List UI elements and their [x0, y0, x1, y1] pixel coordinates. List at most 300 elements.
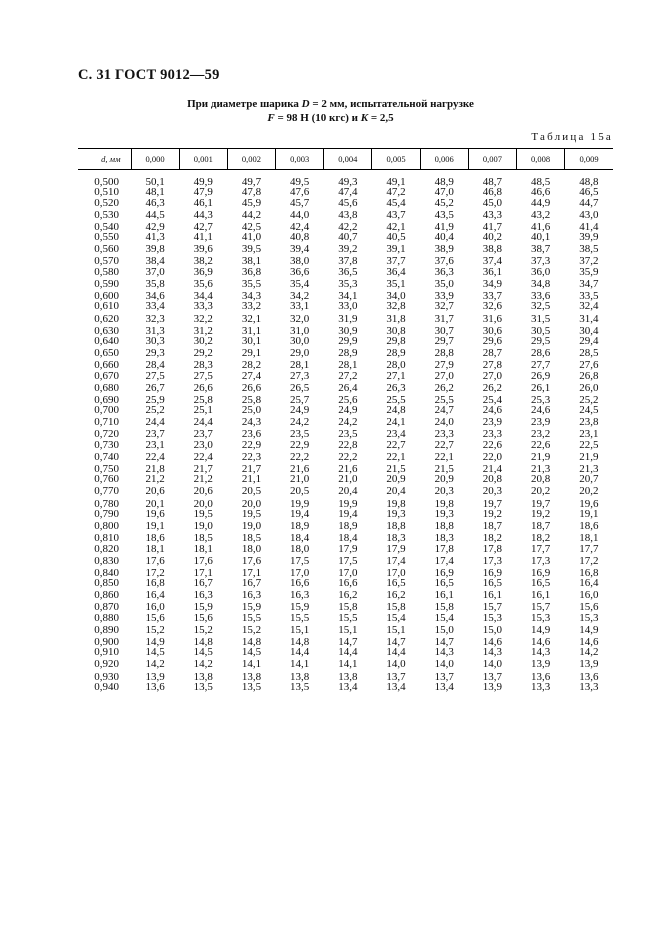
hardness-cell: 22,9 — [290, 438, 310, 451]
table-label: Таблица 15а — [531, 131, 613, 143]
hardness-cell: 26,6 — [193, 381, 213, 394]
hardness-cell: 20,2 — [579, 485, 599, 498]
diameter-cell: 0,610 — [94, 300, 119, 313]
hardness-cell: 26,9 — [530, 369, 551, 382]
hardness-cell: 25,4 — [482, 393, 503, 406]
hardness-cell: 20,9 — [386, 473, 406, 486]
hardness-cell: 19,1 — [145, 520, 165, 533]
hardness-cell: 31,2 — [193, 324, 213, 337]
hardness-cell: 17,8 — [434, 542, 454, 555]
hardness-cell: 13,9 — [145, 670, 165, 683]
hardness-cell: 28,2 — [241, 359, 262, 372]
hardness-cell: 40,2 — [482, 231, 503, 244]
hardness-cell: 16,3 — [193, 589, 213, 602]
hardness-cell: 13,4 — [338, 680, 358, 693]
hardness-cell: 42,4 — [290, 220, 310, 233]
hardness-cell: 14,5 — [241, 646, 262, 659]
hardness-cell: 17,7 — [530, 542, 551, 555]
subtitle-variable: F — [267, 112, 275, 124]
hardness-cell: 15,3 — [530, 611, 551, 624]
table-row — [78, 450, 613, 464]
hardness-cell: 22,7 — [434, 438, 454, 451]
hardness-cell: 20,8 — [482, 473, 503, 486]
hardness-cell: 20,0 — [193, 497, 213, 510]
hardness-cell: 15,8 — [434, 601, 454, 614]
hardness-cell: 27,5 — [193, 369, 213, 382]
diameter-cell: 0,670 — [94, 369, 119, 382]
hardness-cell: 41,6 — [530, 220, 551, 233]
hardness-cell: 14,9 — [530, 623, 551, 636]
hardness-cell: 14,9 — [145, 636, 165, 649]
hardness-cell: 33,6 — [530, 290, 551, 303]
hardness-cell: 26,7 — [145, 381, 165, 394]
diameter-cell: 0,860 — [94, 589, 119, 602]
hardness-cell: 17,5 — [290, 554, 310, 567]
hardness-cell: 30,6 — [482, 324, 503, 337]
diameter-cell: 0,560 — [94, 243, 119, 256]
hardness-cell: 35,9 — [579, 265, 599, 278]
hardness-cell: 29,8 — [386, 334, 406, 347]
hardness-cell: 16,6 — [290, 577, 310, 590]
hardness-cell: 16,8 — [579, 566, 599, 579]
hardness-cell: 45,7 — [290, 196, 310, 209]
hardness-cell: 14,1 — [290, 658, 310, 671]
hardness-cell: 37,8 — [338, 255, 358, 268]
hardness-cell: 34,4 — [193, 290, 213, 303]
hardness-cell: 30,8 — [386, 324, 406, 337]
diameter-cell: 0,570 — [94, 255, 119, 268]
table-row — [78, 312, 613, 326]
hardness-cell: 31,3 — [145, 324, 165, 337]
column-header: 0,004 — [324, 149, 372, 170]
hardness-cell: 16,1 — [434, 589, 454, 602]
hardness-cell: 16,5 — [530, 577, 551, 590]
diameter-cell: 0,850 — [94, 577, 119, 590]
column-header: 0,001 — [179, 149, 227, 170]
hardness-cell: 22,1 — [386, 450, 406, 463]
hardness-cell: 39,9 — [579, 231, 599, 244]
hardness-cell: 32,7 — [434, 300, 454, 313]
hardness-cell: 43,2 — [530, 208, 551, 221]
hardness-cell: 32,2 — [193, 312, 213, 325]
hardness-cell: 19,3 — [434, 507, 454, 520]
hardness-cell: 15,7 — [530, 601, 551, 614]
hardness-cell: 38,8 — [482, 243, 503, 256]
hardness-cell: 13,7 — [386, 670, 406, 683]
hardness-cell: 29,7 — [434, 334, 454, 347]
hardness-cell: 38,5 — [579, 243, 599, 256]
hardness-cell: 34,9 — [482, 277, 503, 290]
hardness-cell: 39,5 — [241, 243, 262, 256]
hardness-cell: 21,7 — [241, 463, 262, 476]
hardness-cell: 41,3 — [145, 231, 165, 244]
diameter-cell: 0,770 — [94, 485, 119, 498]
hardness-cell: 21,2 — [193, 473, 213, 486]
hardness-cell: 33,1 — [290, 300, 310, 313]
hardness-cell: 13,3 — [579, 680, 599, 693]
diameter-cell: 0,840 — [94, 566, 119, 579]
hardness-cell: 30,1 — [241, 334, 262, 347]
hardness-cell: 36,3 — [434, 265, 454, 278]
hardness-cell: 28,9 — [386, 347, 406, 360]
hardness-cell: 13,5 — [241, 680, 262, 693]
hardness-cell: 16,5 — [482, 577, 503, 590]
hardness-cell: 41,7 — [482, 220, 503, 233]
hardness-cell: 26,0 — [579, 381, 599, 394]
hardness-cell: 37,2 — [579, 255, 599, 268]
hardness-cell: 28,3 — [193, 359, 213, 372]
hardness-cell: 27,4 — [241, 369, 262, 382]
hardness-cell: 32,3 — [145, 312, 165, 325]
hardness-cell: 20,8 — [530, 473, 551, 486]
hardness-cell: 34,2 — [290, 290, 310, 303]
subtitle-line-1 — [0, 97, 661, 111]
hardness-cell: 36,6 — [290, 265, 310, 278]
hardness-cell: 35,8 — [145, 277, 165, 290]
hardness-cell: 27,8 — [482, 359, 503, 372]
table-body — [78, 170, 613, 693]
hardness-cell: 29,6 — [482, 334, 503, 347]
hardness-cell: 13,9 — [579, 658, 599, 671]
hardness-cell: 20,5 — [290, 485, 310, 498]
hardness-cell: 14,7 — [434, 636, 454, 649]
hardness-cell: 21,3 — [579, 463, 599, 476]
column-header: 0,005 — [372, 149, 420, 170]
hardness-cell: 14,4 — [290, 646, 310, 659]
diameter-cell: 0,590 — [94, 277, 119, 290]
table-row — [78, 474, 613, 484]
hardness-cell: 21,0 — [338, 473, 358, 486]
hardness-cell: 50,1 — [145, 176, 165, 188]
table-row — [78, 519, 613, 533]
hardness-cell: 25,8 — [193, 393, 213, 406]
hardness-cell: 23,1 — [145, 438, 165, 451]
hardness-cell: 20,0 — [241, 497, 262, 510]
hardness-cell: 26,4 — [338, 381, 358, 394]
hardness-cell: 19,0 — [193, 520, 213, 533]
hardness-cell: 26,2 — [482, 381, 503, 394]
hardness-cell: 27,0 — [482, 369, 503, 382]
hardness-cell: 24,2 — [338, 416, 358, 429]
diameter-cell: 0,700 — [94, 404, 119, 417]
diameter-cell: 0,880 — [94, 611, 119, 624]
hardness-cell: 32,0 — [290, 312, 310, 325]
hardness-cell: 17,1 — [241, 566, 262, 579]
hardness-cell: 44,9 — [530, 196, 551, 209]
subtitle-variable: D — [301, 98, 310, 110]
table-row — [78, 588, 613, 602]
hardness-cell: 33,7 — [482, 290, 503, 303]
diameter-cell: 0,720 — [94, 428, 119, 441]
hardness-cell: 28,9 — [338, 347, 358, 360]
hardness-cell: 45,0 — [482, 196, 503, 209]
hardness-cell: 23,3 — [482, 428, 503, 441]
hardness-cell: 16,4 — [579, 577, 599, 590]
hardness-cell: 13,6 — [145, 680, 165, 693]
hardness-cell: 23,5 — [338, 428, 358, 441]
hardness-cell: 20,3 — [434, 485, 454, 498]
table-row — [78, 301, 613, 311]
hardness-cell: 22,9 — [241, 438, 262, 451]
hardness-cell: 14,5 — [145, 646, 165, 659]
hardness-cell: 15,6 — [145, 611, 165, 624]
hardness-cell: 15,9 — [241, 601, 262, 614]
hardness-cell: 41,0 — [241, 231, 262, 244]
hardness-cell: 15,1 — [290, 623, 310, 636]
hardness-cell: 49,5 — [290, 176, 310, 188]
hardness-cell: 24,2 — [290, 416, 310, 429]
hardness-cell: 24,3 — [241, 416, 262, 429]
hardness-cell: 22,7 — [386, 438, 406, 451]
hardness-cell: 24,9 — [338, 404, 358, 417]
hardness-cell: 31,9 — [338, 312, 358, 325]
hardness-cell: 17,0 — [386, 566, 406, 579]
hardness-cell: 45,2 — [434, 196, 454, 209]
hardness-cell: 24,5 — [579, 404, 599, 417]
hardness-cell: 17,8 — [482, 542, 503, 555]
hardness-cell: 30,9 — [338, 324, 358, 337]
hardness-cell: 15,9 — [193, 601, 213, 614]
hardness-cell: 17,7 — [579, 542, 599, 555]
hardness-cell: 18,7 — [530, 520, 551, 533]
hardness-cell: 40,5 — [386, 231, 406, 244]
diameter-cell: 0,680 — [94, 381, 119, 394]
diameter-cell: 0,750 — [94, 463, 119, 476]
hardness-cell: 40,8 — [290, 231, 310, 244]
hardness-cell: 23,9 — [530, 416, 551, 429]
hardness-cell: 28,0 — [386, 359, 406, 372]
hardness-cell: 16,7 — [241, 577, 262, 590]
hardness-cell: 23,7 — [193, 428, 213, 441]
hardness-cell: 39,1 — [386, 243, 406, 256]
hardness-cell: 20,9 — [434, 473, 454, 486]
hardness-cell: 40,7 — [338, 231, 358, 244]
hardness-cell: 18,5 — [193, 532, 213, 545]
hardness-cell: 15,8 — [386, 601, 406, 614]
hardness-cell: 28,6 — [530, 347, 551, 360]
hardness-cell: 33,0 — [338, 300, 358, 313]
hardness-cell: 22,4 — [193, 450, 213, 463]
hardness-cell: 17,3 — [530, 554, 551, 567]
hardness-cell: 30,3 — [145, 334, 165, 347]
table-row — [78, 658, 613, 672]
hardness-cell: 15,3 — [482, 611, 503, 624]
hardness-cell: 27,7 — [530, 359, 551, 372]
diameter-cell: 0,550 — [94, 231, 119, 244]
table-row — [78, 415, 613, 429]
hardness-cell: 15,2 — [241, 623, 262, 636]
hardness-cell: 38,7 — [530, 243, 551, 256]
hardness-cell: 14,3 — [530, 646, 551, 659]
hardness-cell: 18,4 — [290, 532, 310, 545]
diameter-cell: 0,930 — [94, 670, 119, 683]
hardness-cell: 23,5 — [290, 428, 310, 441]
hardness-cell: 16,2 — [386, 589, 406, 602]
hardness-cell: 16,5 — [434, 577, 454, 590]
hardness-cell: 15,5 — [241, 611, 262, 624]
hardness-cell: 18,1 — [193, 542, 213, 555]
hardness-cell: 44,3 — [193, 208, 213, 221]
hardness-cell: 35,3 — [338, 277, 358, 290]
hardness-cell: 28,7 — [482, 347, 503, 360]
subtitle-text: = 98 Н (10 кгс) и — [274, 112, 361, 124]
hardness-cell: 37,3 — [530, 255, 551, 268]
header-row — [78, 149, 613, 170]
hardness-cell: 47,8 — [241, 186, 262, 199]
hardness-cell: 21,5 — [386, 463, 406, 476]
hardness-cell: 15,8 — [338, 601, 358, 614]
hardness-cell: 35,0 — [434, 277, 454, 290]
hardness-cell: 14,8 — [193, 636, 213, 649]
hardness-cell: 19,9 — [290, 497, 310, 510]
hardness-cell: 13,5 — [290, 680, 310, 693]
hardness-cell: 16,1 — [482, 589, 503, 602]
hardness-cell: 32,1 — [241, 312, 262, 325]
hardness-cell: 48,9 — [434, 176, 454, 188]
hardness-cell: 30,5 — [530, 324, 551, 337]
hardness-cell: 34,1 — [338, 290, 358, 303]
hardness-cell: 29,4 — [579, 334, 599, 347]
hardness-cell: 46,3 — [145, 196, 165, 209]
hardness-cell: 14,1 — [338, 658, 358, 671]
hardness-cell: 44,0 — [290, 208, 310, 221]
hardness-cell: 18,3 — [386, 532, 406, 545]
diameter-cell: 0,870 — [94, 601, 119, 614]
hardness-cell: 28,8 — [434, 347, 454, 360]
diameter-cell: 0,580 — [94, 265, 119, 278]
hardness-cell: 34,3 — [241, 290, 262, 303]
hardness-cell: 21,9 — [530, 450, 551, 463]
hardness-cell: 33,4 — [145, 300, 165, 313]
table-row — [78, 544, 613, 554]
hardness-cell: 18,7 — [482, 520, 503, 533]
hardness-cell: 27,3 — [290, 369, 310, 382]
subtitle-text: При диаметре шарика — [187, 98, 302, 110]
hardness-cell: 15,1 — [386, 623, 406, 636]
hardness-cell: 13,5 — [193, 680, 213, 693]
hardness-cell: 37,7 — [386, 255, 406, 268]
hardness-cell: 23,6 — [241, 428, 262, 441]
hardness-cell: 14,6 — [579, 636, 599, 649]
hardness-cell: 31,7 — [434, 312, 454, 325]
diameter-cell: 0,780 — [94, 497, 119, 510]
hardness-cell: 14,0 — [482, 658, 503, 671]
hardness-cell: 13,7 — [434, 670, 454, 683]
hardness-cell: 17,1 — [193, 566, 213, 579]
hardness-table — [78, 148, 613, 692]
hardness-cell: 16,9 — [482, 566, 503, 579]
hardness-cell: 16,4 — [145, 589, 165, 602]
hardness-cell: 33,2 — [241, 300, 262, 313]
hardness-cell: 46,6 — [530, 186, 551, 199]
hardness-cell: 30,4 — [579, 324, 599, 337]
hardness-cell: 21,3 — [530, 463, 551, 476]
hardness-cell: 48,1 — [145, 186, 165, 199]
hardness-cell: 27,5 — [145, 369, 165, 382]
hardness-cell: 19,0 — [241, 520, 262, 533]
hardness-cell: 34,6 — [145, 290, 165, 303]
hardness-cell: 17,2 — [145, 566, 165, 579]
hardness-cell: 25,9 — [145, 393, 165, 406]
hardness-cell: 43,7 — [386, 208, 406, 221]
hardness-cell: 24,8 — [386, 404, 406, 417]
column-header: 0,003 — [276, 149, 324, 170]
hardness-cell: 23,3 — [434, 428, 454, 441]
hardness-cell: 17,4 — [386, 554, 406, 567]
hardness-cell: 26,1 — [530, 381, 551, 394]
hardness-cell: 47,4 — [338, 186, 358, 199]
diameter-cell: 0,630 — [94, 324, 119, 337]
hardness-cell: 32,6 — [482, 300, 503, 313]
hardness-cell: 44,5 — [145, 208, 165, 221]
hardness-cell: 15,1 — [338, 623, 358, 636]
hardness-cell: 29,0 — [290, 347, 310, 360]
hardness-cell: 24,6 — [482, 404, 503, 417]
hardness-cell: 24,7 — [434, 404, 454, 417]
hardness-cell: 13,7 — [482, 670, 503, 683]
hardness-cell: 42,1 — [386, 220, 406, 233]
hardness-cell: 42,2 — [338, 220, 358, 233]
hardness-cell: 48,5 — [530, 176, 551, 188]
hardness-cell: 33,5 — [579, 290, 599, 303]
hardness-cell: 32,5 — [530, 300, 551, 313]
hardness-cell: 19,4 — [290, 507, 310, 520]
hardness-cell: 18,2 — [530, 532, 551, 545]
diameter-cell: 0,650 — [94, 347, 119, 360]
hardness-cell: 18,3 — [434, 532, 454, 545]
table-row — [78, 242, 613, 256]
hardness-cell: 35,1 — [386, 277, 406, 290]
hardness-cell: 21,4 — [482, 463, 503, 476]
table-subtitle — [0, 97, 661, 125]
hardness-cell: 48,7 — [482, 176, 503, 188]
hardness-cell: 18,0 — [290, 542, 310, 555]
hardness-cell: 14,2 — [145, 658, 165, 671]
hardness-cell: 14,9 — [579, 623, 599, 636]
diameter-cell: 0,710 — [94, 416, 119, 429]
table-row — [78, 198, 613, 208]
hardness-cell: 42,5 — [241, 220, 262, 233]
hardness-cell: 47,9 — [193, 186, 213, 199]
hardness-cell: 14,8 — [290, 636, 310, 649]
hardness-cell: 39,2 — [338, 243, 358, 256]
hardness-cell: 15,6 — [193, 611, 213, 624]
hardness-cell: 46,8 — [482, 186, 503, 199]
hardness-cell: 25,7 — [290, 393, 310, 406]
hardness-cell: 18,1 — [145, 542, 165, 555]
hardness-cell: 28,1 — [338, 359, 358, 372]
column-header: 0,007 — [468, 149, 516, 170]
subtitle-line-2 — [0, 111, 661, 125]
hardness-cell: 28,4 — [145, 359, 165, 372]
hardness-cell: 14,2 — [579, 646, 599, 659]
hardness-cell: 31,5 — [530, 312, 551, 325]
hardness-cell: 18,9 — [338, 520, 358, 533]
hardness-cell: 34,0 — [386, 290, 406, 303]
hardness-cell: 20,2 — [530, 485, 551, 498]
hardness-cell: 27,0 — [434, 369, 454, 382]
hardness-cell: 13,6 — [530, 670, 551, 683]
hardness-cell: 21,5 — [434, 463, 454, 476]
hardness-cell: 39,6 — [193, 243, 213, 256]
page-header: С. 31 ГОСТ 9012—59 — [78, 67, 220, 83]
hardness-cell: 34,8 — [530, 277, 551, 290]
hardness-cell: 28,5 — [579, 347, 599, 360]
table-row — [78, 267, 613, 277]
hardness-cell: 26,5 — [290, 381, 310, 394]
hardness-cell: 17,0 — [290, 566, 310, 579]
hardness-cell: 13,9 — [482, 680, 503, 693]
